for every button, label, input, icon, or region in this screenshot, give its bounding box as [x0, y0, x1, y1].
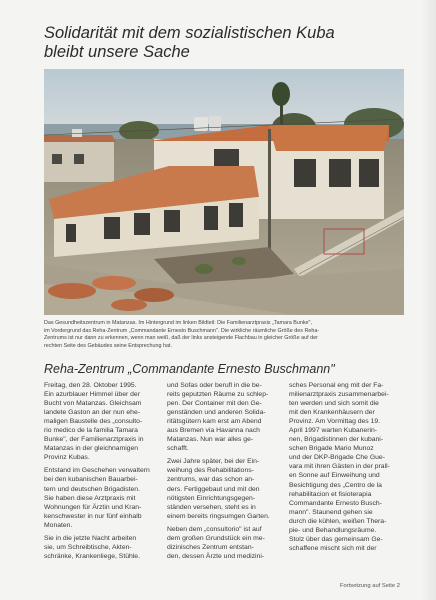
article-line: Commandante Ernesto Busch- [289, 499, 382, 507]
article-line: und Sofas oder berufl in die be- [167, 382, 262, 389]
article-line: Neben dem „consultorio" ist auf [167, 525, 262, 533]
article-line: schaffene mischt sich mit der [289, 544, 377, 552]
article-line: mit den Krankenhäusern der [289, 409, 375, 417]
article-line: rehabilitacion et fisioterapia [289, 490, 372, 498]
article-line: und der DKP-Brigade Che Gue- [289, 454, 385, 462]
article-line: Matanzas in der gleichnamigen [44, 445, 139, 453]
article-line: Freitag, den 28. Oktober 1995. [44, 382, 137, 389]
article-line: en Sonne auf Einweihung und [289, 472, 380, 480]
caption-line-1: Das Gesundheitszentrum in Matanzas. Im Hintergrund im linken Bildteil: Die Familienarztpraxis „Tamara Bunke", [44, 320, 312, 326]
article-line: dem großen Grundstück ein me- [167, 534, 265, 542]
article-line: durch die kühlen, weißen Thera- [289, 517, 387, 525]
article-line: Provinz. Am Vormittag des 19. [289, 418, 381, 426]
article-line: landete Gaston an der nun ehe- [44, 409, 140, 417]
article-line: ritätsgütern kam erst am Abend [167, 418, 262, 426]
headline-line-1: Solidarität mit dem sozialistischen Kuba [44, 24, 335, 42]
article-line: den, dessen Ärzte und medizini- [167, 552, 265, 560]
article-line: kenschwester in nur fünf einhalb [44, 512, 142, 520]
article-line: Sie in die jetzte Nacht arbeiten [44, 534, 137, 542]
article-line: Bunke", der Familienarztpraxis in [44, 436, 144, 444]
continuation-note: Fortsetzung auf Seite 2 [340, 583, 400, 589]
article-line: Provinz Kubas. [44, 454, 90, 462]
article-line: bei den kubanischen Bauarbei- [44, 476, 138, 484]
article-column-1 [44, 381, 154, 561]
article-line: pie- und Behandlungsräume. [289, 526, 377, 534]
caption-line-2: im Vordergrund das Reha-Zentrum „Commandante Ernesto Buschmann". Die wirkliche räumliche Größe des Reha- [44, 327, 320, 334]
article-line: rio medico de la familia Tamara [44, 427, 138, 435]
article-line: weihung des Rehabilitations- [167, 467, 254, 475]
caption-line-3: Zentrums ist nur dann zu erkennen, wenn man weiß, daß der links ansteigende Flachbau in gleicher Größe auf der [44, 335, 318, 342]
article-line: Entstand im Geschehen verwaltern [44, 467, 150, 475]
article-line: Matanzas. Nun war alles ge- [167, 436, 254, 444]
article-line: sches Personal eng mit der Fa- [289, 382, 384, 389]
article-line: Zwei Jahre später, bei der Ein- [167, 458, 260, 466]
page-edge-shadow [421, 0, 436, 600]
article-line: milienarztpraxis zusammenarbei- [289, 391, 389, 399]
article-line: aus Bremen via Havanna nach [167, 427, 260, 435]
article-line: Besichtigung des „Centro de la [289, 481, 382, 489]
article-line: April 1997 warten Kubanerin- [289, 427, 378, 435]
caption-line-4: rechten Seite des Gebäudes seine Entsprechung hat. [44, 342, 172, 349]
article-line: genständen und anderen Solida- [167, 409, 266, 417]
article-line: tern und deutschen Brigadisten. [44, 485, 140, 493]
article-line: schränke, Krankenliege, Stühle. [44, 552, 140, 560]
headline-line-2: bleibt unsere Sache [44, 43, 190, 61]
article-line: nötigsten Einrichtungsgegen- [167, 494, 256, 502]
article-column-3 [289, 381, 399, 553]
section-heading: Reha-Zentrum „Commandante Ernesto Buschmann" [44, 362, 335, 376]
article-line: Sie haben diese Arztpraxis mit [44, 494, 136, 502]
article-line: nen, Brigadistinnen der kubani- [289, 436, 384, 444]
article-line: Monaten. [44, 521, 73, 529]
article-line: schen Brigade Mario Munoz [289, 445, 374, 453]
article-line: reits geputzten Räume zu schlep- [167, 391, 269, 399]
article-line: maligen Baustelle des „consulto- [44, 418, 143, 426]
headline [44, 24, 414, 62]
article-line: schafft. [167, 445, 189, 453]
article-line: Wohnungen für Ärztin und Kran- [44, 503, 142, 511]
article-line: ders. Fertiggebaut und mit den [167, 485, 260, 493]
article-line: pen. Der Container mit den Ge- [167, 400, 262, 408]
article-line: zentrums, war das schon an- [167, 476, 255, 484]
article-column-2 [167, 381, 277, 561]
article-line: vara mit ihren Gästen in der prall- [289, 463, 390, 471]
article-line: ten werden und sich somit die [289, 400, 379, 408]
article-line: sie, um Schreibtische, Akten- [44, 543, 132, 551]
article-line: Ein azurblauer Himmel über der [44, 391, 140, 399]
article-line: Bucht von Matanzas. Gleichsam [44, 400, 142, 408]
building-photo [44, 69, 404, 315]
article-line: einem bereits ringsumgen Garten. [167, 512, 270, 520]
photo-caption [44, 320, 404, 350]
article-line: mann". Staunend gehen sie [289, 508, 373, 516]
article-line: Stolz über das gemeinsam Ge- [289, 535, 383, 543]
article-line: dizinisches Zentrum entstan- [167, 543, 254, 551]
article-line: ständen versehen, steht es in [167, 503, 256, 511]
